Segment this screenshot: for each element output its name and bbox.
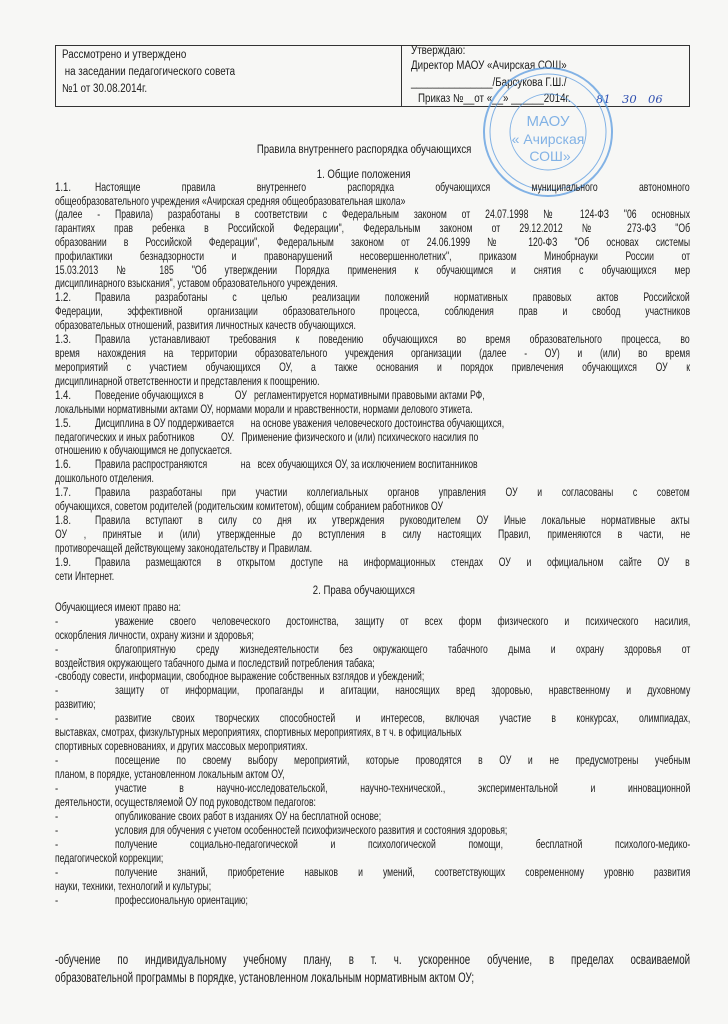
text-line bbox=[55, 360, 690, 374]
item-number: - bbox=[55, 837, 59, 851]
line-text: Федерации, эффективной организации образовательного процесса, соблюдения прав и свобод участников bbox=[55, 304, 691, 318]
order-line: Приказ №__от «__» ______2014г. bbox=[418, 93, 571, 105]
line-text: отношению к обучающимся не допускается. bbox=[55, 443, 233, 457]
line-text: оскорбления личности, охрану жизни и здоровья; bbox=[55, 628, 254, 642]
section-1-heading: 1. Общие положения bbox=[317, 167, 411, 181]
text-line bbox=[55, 739, 690, 753]
line-text: (далее - Правила) разработаны в соответствии с Федеральным законом от 24.07.1998 № 124-ФЗ "06 основных bbox=[55, 207, 691, 221]
line-text: уважение своего человеческого достоинства, защиту от всех форм физического и психического насилия, bbox=[115, 614, 691, 628]
line-text: ОУ , принятые и (или) утвержденные до вступления в силу настоящих Правил, применяются в части, не bbox=[55, 527, 691, 541]
text-line bbox=[55, 711, 690, 725]
text-line bbox=[55, 809, 690, 823]
text-line bbox=[55, 823, 690, 837]
text-line bbox=[55, 513, 690, 527]
line-text: Обучающиеся имеют право на: bbox=[55, 600, 181, 614]
text-line bbox=[55, 388, 690, 402]
text-line bbox=[55, 683, 690, 697]
text-line bbox=[55, 374, 690, 388]
item-number: - bbox=[55, 781, 59, 795]
text-line bbox=[55, 235, 690, 249]
item-number: 1.4. bbox=[55, 388, 72, 402]
text-line bbox=[55, 781, 690, 795]
line-text: дисциплинарного взыскания", уставом образовательного учреждения. bbox=[55, 276, 338, 290]
text-line bbox=[55, 290, 690, 304]
line-text: посещение по своему выбору мероприятий, которые проводятся в ОУ и не предусмотрены учебным bbox=[115, 753, 691, 767]
line-text: -свободу совести, информации, свободное выражение собственных взглядов и убеждений; bbox=[55, 669, 425, 683]
line-text: науки, техники, технологий и культуры; bbox=[55, 879, 212, 893]
line-text: опубликование своих работ в изданиях ОУ на бесплатной основе; bbox=[115, 809, 382, 823]
line-text: дошкольного отделения. bbox=[55, 471, 154, 485]
item-number: - bbox=[55, 865, 59, 879]
text-line bbox=[55, 952, 690, 966]
line-text: защиту от информации, пропаганды и агитации, наносящих вред здоровью, нравственному и духовному bbox=[115, 683, 691, 697]
approve-label: Утверждаю: bbox=[411, 45, 466, 57]
line-text: Правила разработаны при участии коллегиальных органов управления ОУ и согласованы с советом bbox=[95, 485, 690, 499]
director-signature-line: _______________/Барсукова Г.Ш./ bbox=[411, 77, 567, 89]
text-line bbox=[55, 725, 690, 739]
item-number: - bbox=[55, 711, 59, 725]
text-line bbox=[55, 697, 690, 711]
council-meeting: на заседании педагогического совета bbox=[62, 66, 236, 78]
text-line bbox=[55, 430, 690, 444]
line-text: благоприятную среду жизнедеятельности без окружающего табачного дыма и охрану здоровья от bbox=[115, 642, 691, 656]
text-line bbox=[55, 879, 690, 893]
line-text: Дисциплина в ОУ поддерживается на основе уважения человеческого достоинства обучающихся, bbox=[95, 416, 505, 430]
text-line bbox=[55, 753, 690, 767]
line-text: образовательных отношений, развития личностных качеств обучающихся. bbox=[55, 318, 356, 332]
line-text: педагогической коррекции; bbox=[55, 851, 164, 865]
text-line bbox=[55, 865, 690, 879]
text-line bbox=[55, 499, 690, 513]
line-text: педагогических и иных работников ОУ. Применение физического и (или) психического насилия по bbox=[55, 430, 479, 444]
text-line bbox=[55, 656, 690, 670]
text-line bbox=[55, 318, 690, 332]
text-line bbox=[55, 600, 690, 614]
line-text: локальными нормативными актами ОУ, нормами морали и нравственности, нормами делового этикета. bbox=[55, 402, 473, 416]
line-text: общеобразовательного учреждения «Ачирская средняя общеобразовательная школа» bbox=[55, 194, 406, 208]
item-number: - bbox=[55, 753, 59, 767]
line-text: время нахождения на территории образовательного учреждения организации (далее - ОУ) и (или) во время bbox=[55, 346, 691, 360]
text-line bbox=[55, 346, 690, 360]
document-title: Правила внутреннего распорядка обучающихся bbox=[256, 142, 472, 156]
text-line bbox=[55, 669, 690, 683]
line-text: сети Интернет. bbox=[55, 569, 115, 583]
text-line bbox=[55, 180, 690, 194]
line-text: получение социально-педагогической и психологической помощи, бесплатной психолого-медико- bbox=[115, 837, 691, 851]
line-text: спортивных соревнованиях, и других массовых мероприятиях. bbox=[55, 739, 308, 753]
line-text: воздействия окружающего табачного дыма и последствий потребления табака; bbox=[55, 656, 375, 670]
item-number: 1.9. bbox=[55, 555, 72, 569]
text-line bbox=[55, 851, 690, 865]
item-number: 1.5. bbox=[55, 416, 72, 430]
approved-by-council: Рассмотрено и утверждено bbox=[62, 49, 187, 61]
council-protocol: №1 от 30.08.2014г. bbox=[62, 83, 148, 95]
item-number: - bbox=[55, 642, 59, 656]
item-number: 1.3. bbox=[55, 332, 72, 346]
text-line bbox=[55, 569, 690, 583]
line-text: обучающихся, советом родителей (родительским комитетом), общим собранием работников ОУ bbox=[55, 499, 444, 513]
line-text: образовании в Российской Федерации", Федеральным законом от 24.06.1999 № 120-ФЗ "Об основах системы bbox=[55, 235, 691, 249]
line-text: образовательной программы в порядке, установленном локальным нормативным актом ОУ; bbox=[55, 970, 475, 985]
text-line bbox=[55, 416, 690, 430]
text-line bbox=[55, 276, 690, 290]
text-line bbox=[55, 527, 690, 541]
text-line bbox=[55, 767, 690, 781]
item-number: - bbox=[55, 683, 59, 697]
line-text: развитие своих творческих способностей и интересов, включая участие в конкурсах, олимпиадах, bbox=[115, 711, 691, 725]
text-line bbox=[55, 642, 690, 656]
text-line bbox=[55, 443, 690, 457]
text-line bbox=[55, 628, 690, 642]
text-line bbox=[55, 249, 690, 263]
text-line bbox=[55, 263, 690, 277]
text-line bbox=[55, 332, 690, 346]
text-line bbox=[55, 402, 690, 416]
section-2-heading: 2. Права обучающихся bbox=[312, 583, 416, 597]
handwritten-month: 06 bbox=[648, 92, 663, 106]
line-text: Правила разработаны с целью реализации положений нормативных правовых актов Российской bbox=[95, 290, 690, 304]
line-text: 15.03.2013 № 185 "Об утверждении Порядка применения к обучающимся и снятия с обучающихся мер bbox=[55, 263, 691, 277]
item-number: - bbox=[55, 809, 59, 823]
line-text: получение знаний, приобретение навыков и умений, соответствующих современному уровню развития bbox=[115, 865, 691, 879]
text-line bbox=[55, 893, 690, 907]
line-text: дисциплинарной ответственности и представления к поощрению. bbox=[55, 374, 320, 388]
item-number: 1.6. bbox=[55, 457, 72, 471]
item-number: 1.8. bbox=[55, 513, 72, 527]
text-line bbox=[55, 457, 690, 471]
text-line bbox=[55, 555, 690, 569]
line-text: Правила размещаются в открытом доступе на информационных стендах ОУ и официальном сайте ОУ в bbox=[95, 555, 690, 569]
text-line bbox=[55, 194, 690, 208]
text-line bbox=[55, 471, 690, 485]
item-number: 1.7. bbox=[55, 485, 72, 499]
handwritten-day: 30 bbox=[622, 92, 637, 106]
text-line bbox=[55, 485, 690, 499]
item-number: 1.2. bbox=[55, 290, 72, 304]
line-text: Поведение обучающихся в ОУ регламентируется нормативными правовыми актами РФ, bbox=[95, 388, 485, 402]
text-line bbox=[55, 207, 690, 221]
line-text: деятельности, осуществляемой ОУ под руководством педагогов: bbox=[55, 795, 316, 809]
line-text: участие в научно-исследовательской, научно-технической., экспериментальной и инновационной bbox=[115, 781, 691, 795]
stamp-text-2: « Ачирская bbox=[511, 131, 585, 147]
line-text: профилактики безнадзорности и правонарушений несовершеннолетних", приказом Минобрнауки России от bbox=[55, 249, 691, 263]
item-number: - bbox=[55, 614, 59, 628]
line-text: -обучение по индивидуальному учебному плану, в т. ч. ускоренное обучение, в пределах осваиваемой bbox=[55, 952, 691, 967]
line-text: условия для обучения с учетом особенностей психофизического развития и состояния здоровья; bbox=[115, 823, 508, 837]
line-text: профессиональную ориентацию; bbox=[115, 893, 248, 907]
line-text: планом, в порядке, установленном локальным актом ОУ, bbox=[55, 767, 285, 781]
item-number: - bbox=[55, 893, 59, 907]
line-text: Настоящие правила внутреннего распорядка обучающихся муниципального автономного bbox=[95, 180, 690, 194]
text-line bbox=[55, 970, 690, 984]
line-text: развитию; bbox=[55, 697, 96, 711]
stamp-text-1: МАОУ bbox=[526, 113, 570, 130]
text-line bbox=[55, 541, 690, 555]
line-text: мероприятий с участием обучающихся ОУ, а также основания и порядок привлечения обучающихся ОУ к bbox=[55, 360, 691, 374]
line-text: противоречащей действующему законодательству и Правилам. bbox=[55, 541, 313, 555]
line-text: выставках, смотрах, физкультурных мероприятиях, спортивных мероприятиях, в т ч. в официальных bbox=[55, 725, 462, 739]
handwritten-order-no: 81 bbox=[596, 92, 611, 106]
text-line bbox=[55, 795, 690, 809]
text-line bbox=[55, 614, 690, 628]
director-title: Директор МАОУ «Ачирская СОШ» bbox=[411, 60, 567, 72]
line-text: Правила устанавливают требования к поведению обучающихся во время образовательного процесса, во bbox=[95, 332, 690, 346]
line-text: Правила вступают в силу со дня их утверждения руководителем ОУ Иные локальные нормативные акты bbox=[95, 513, 690, 527]
stamp-text-3: СОШ» bbox=[529, 148, 571, 164]
text-line bbox=[55, 221, 690, 235]
item-number: 1.1. bbox=[55, 180, 72, 194]
item-number: - bbox=[55, 823, 59, 837]
text-line bbox=[55, 304, 690, 318]
line-text: гарантиях прав ребенка в Российской Федерации", Федеральным законом от 29.12.2012 № 273-ФЗ "Об bbox=[55, 221, 691, 235]
text-line bbox=[55, 837, 690, 851]
line-text: Правила распространяются на всех обучающихся ОУ, за исключением воспитанников bbox=[95, 457, 478, 471]
header-divider bbox=[401, 46, 402, 106]
